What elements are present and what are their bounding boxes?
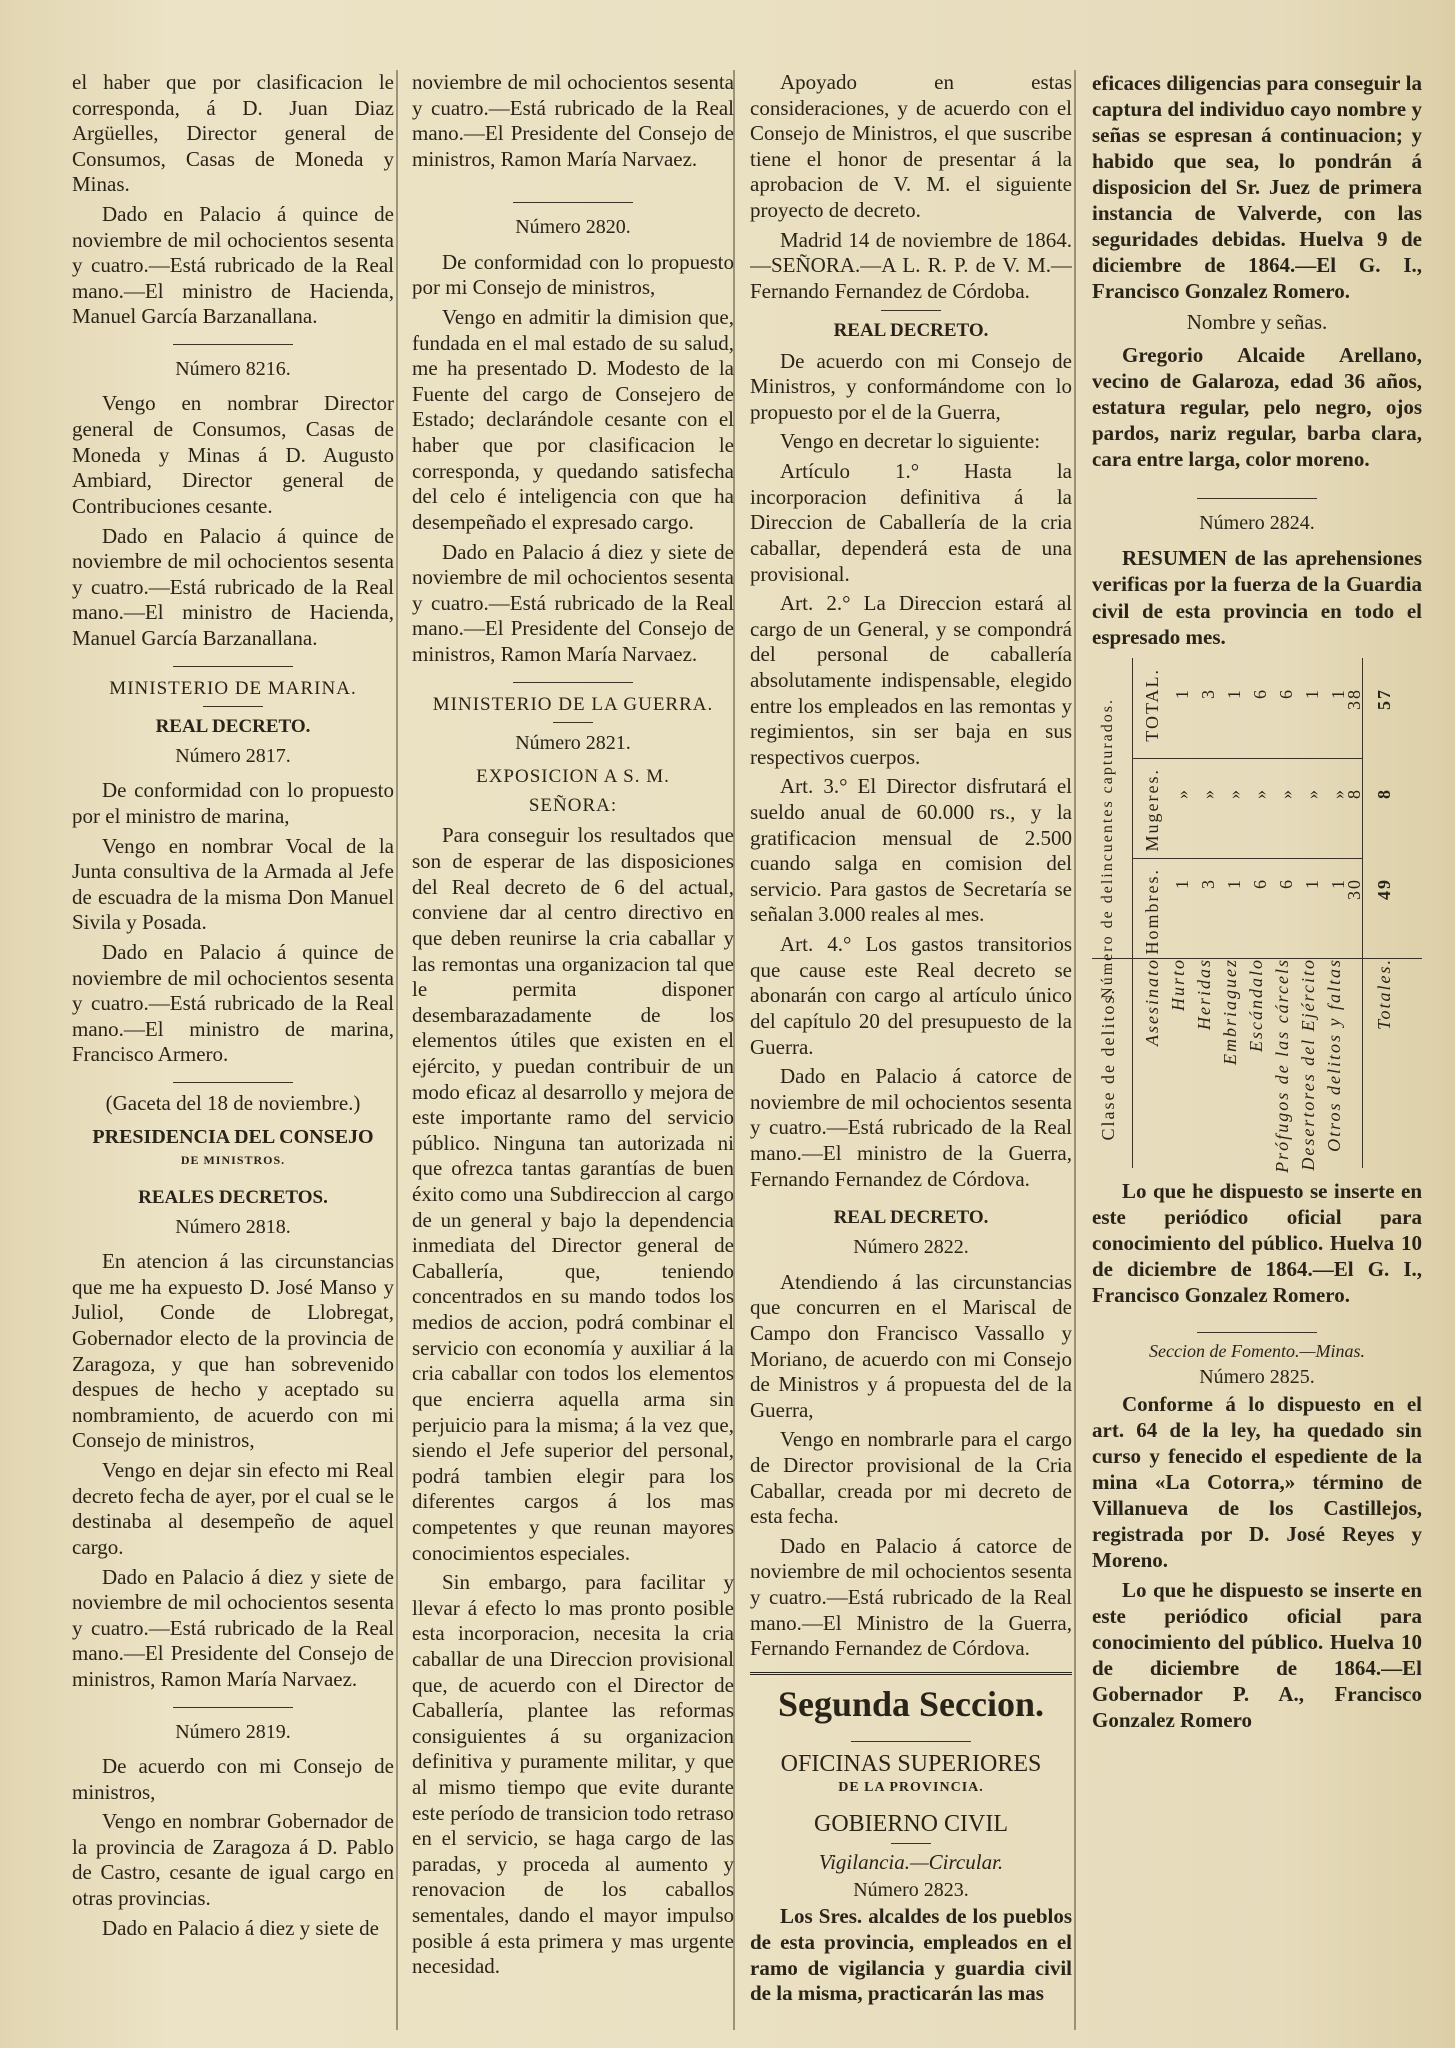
cell-mugeres: »	[1276, 787, 1296, 799]
paragraph: Atendiendo á las circunstancias que concurren en el Mariscal de Campo don Francisco Vassallo y Moriano, de acuerdo con mi Consejo de Ministros y á propuesta del de la Guerra,	[750, 1269, 1072, 1422]
paragraph: Apoyado en estas consideraciones, y de acuerdo con el Consejo de Ministros, el que suscribe tiene el honor de presentar á la aprobacion de V. M. el siguiente proyecto de decreto.	[750, 70, 1072, 223]
paragraph: Para conseguir los resultados que son de esperar de las disposiciones del Real decreto de 6 del actual, conviene dar al centro directivo en que deben reunirse la cria caballar y las remontas una organizacion tal que le permita disponer desembarazadamente de los elementos útiles que existen en el ejército, y puedan contribuir de un modo eficaz al desarrollo y mejora de este importante ramo del servicio público. Ninguna tan autorizada ni que ofrezca tantas garantías de buen éxito como una Subdireccion al cargo de un general y bajo la dependencia inmediata del Director general de Caballería, que, teniendo concentrados en su mando todos los medios de accion, podrá combinar el servicio con economía y auxiliar á la cria caballar con todos los elementos que encierra aquella arma sin perjuicio para la misma; á la vez que, siendo el Jefe superior del personal, podrá tambien elegir para los diferentes cargos á los mas competentes y que reunan mayores conocimientos especiales.	[412, 823, 734, 1565]
paragraph: Sin embargo, para facilitar y llevar á efecto lo mas pronto posible esta incorporacion, necesita la cria caballar de una Direccion provisional que, de acuerdo con el Director de Caballería, plantee las reformas consiguientes á su organizacion definitiva y puramente militar, y que al mismo tiempo que evite durante este período de transicion todo retraso en el servicio, se haga cargo de las paradas, y proceda al aumento y renovacion de los caballos sementales, dando el mayor impulso posible á esta primera y mas urgente necesidad.	[412, 1570, 734, 1979]
cell-total: 1	[1302, 687, 1322, 699]
row-label: Embriaguez	[1220, 957, 1240, 1065]
paragraph: Vengo en nombrar Vocal de la Junta consultiva de la Armada al Jefe de escuadra de la misma Don Manuel Sivila y Posada.	[72, 833, 394, 935]
decree-number: Número 2820.	[515, 216, 631, 239]
total-total: 57	[1374, 687, 1394, 710]
divider	[173, 1707, 293, 1708]
divider	[513, 682, 633, 683]
decree-number: Número 2824.	[1199, 512, 1315, 535]
paragraph: Dado en Palacio á diez y siete de	[102, 1915, 379, 1940]
column-header-hombres: Hombres.	[1142, 867, 1162, 955]
column-2	[412, 70, 734, 2020]
paragraph: RESUMEN de las aprehensiones verificas por la fuerza de la Guardia civil de esta provincia en todo el espresado mes.	[1092, 546, 1422, 649]
paragraph: Madrid 14 de noviembre de 1864.—SEÑORA.—A L. R. P. de V. M.—Fernando Fernandez de Córdoba.	[750, 227, 1072, 303]
cell-total: 38	[1344, 687, 1364, 710]
section-subheading: DE LA PROVINCIA.	[838, 1780, 984, 1796]
paragraph: Lo que he dispuesto se inserte en este periódico oficial para conocimiento del público. Huelva 10 de diciembre de 1864.—El G. I., Francisco Gonzalez Romero.	[1092, 1178, 1422, 1307]
paragraph: Dado en Palacio á catorce de noviembre de mil ochocientos sesenta y cuatro.—Está rubricado de la Real mano.—El Ministro de la Guerra, Fernando Fernandez de Córdova.	[750, 1533, 1072, 1661]
row-header: Clase de delitos.	[1098, 987, 1118, 1141]
column-4	[1092, 70, 1422, 2020]
divider	[1197, 1332, 1317, 1333]
paragraph: el haber que por clasificacion le corresponda, á D. Juan Diaz Argüelles, Director general de Consumos, Casas de Moneda y Minas.	[72, 70, 394, 197]
cell-hombres: 30	[1344, 877, 1364, 900]
cell-mugeres: »	[1198, 787, 1218, 799]
arrests-table	[1092, 658, 1422, 1173]
section-title: Segunda Seccion.	[777, 1683, 1045, 1724]
notice-type: Vigilancia.—Circular.	[818, 1850, 1004, 1875]
table-rule	[1132, 658, 1133, 1168]
section-heading: EXPOSICION A S. M.	[476, 766, 670, 788]
column-3	[750, 70, 1072, 2020]
divider	[173, 666, 293, 667]
section-heading: SEÑORA:	[528, 795, 618, 817]
section-heading: GOBIERNO CIVIL	[814, 1811, 1008, 1838]
cell-hombres: 1	[1224, 877, 1244, 889]
column-rule	[1074, 70, 1076, 2030]
cell-mugeres: »	[1250, 787, 1270, 799]
cell-hombres: 1	[1172, 877, 1192, 889]
paragraph: Dado en Palacio á diez y siete de noviembre de mil ochocientos sesenta y cuatro.—Está rubricado de la Real mano.—El Presidente del Consejo de ministros, Ramon María Narvaez.	[412, 539, 734, 666]
gazette-note: (Gaceta del 18 de noviembre.)	[105, 1091, 361, 1116]
section-heading: OFICINAS SUPERIORES	[780, 1750, 1042, 1777]
group-header: Número de delincuentes capturados.	[1099, 697, 1116, 999]
section-subheading: DE MINISTROS.	[180, 1153, 286, 1168]
paragraph: Dado en Palacio á quince de noviembre de mil ochocientos sesenta y cuatro.—Está rubricado de la Real mano.—El ministro de Hacienda, Manuel García Barzanallana.	[72, 523, 394, 650]
divider	[881, 310, 941, 311]
paragraph: Vengo en nombrar Gobernador de la provincia de Zaragoza á D. Pablo de Castro, cesante de igual cargo en otras provincias.	[72, 1809, 394, 1910]
cell-total: 1	[1224, 687, 1244, 699]
cell-mugeres: »	[1328, 787, 1348, 799]
paragraph: Dado en Palacio á quince de noviembre de mil ochocientos sesenta y cuatro.—Está rubricado de la Real mano.—El ministro de Hacienda, Manuel García Barzanallana.	[72, 202, 394, 329]
cell-total: 1	[1328, 687, 1348, 699]
cell-hombres: 1	[1328, 877, 1348, 889]
section-heading: REALES DECRETOS.	[138, 1186, 328, 1208]
decree-number: Número 2823.	[853, 1878, 969, 1901]
cell-mugeres: »	[1172, 787, 1192, 799]
paragraph: eficaces diligencias para conseguir la captura del individuo cayo nombre y señas se espresan á continuacion; y habido que sea, lo pondrán á disposicion del Sr. Juez de primera instancia de Valverde, con las seguridades debidas. Huelva 9 de diciembre de 1864.—El G. I., Francisco Gonzalez Romero.	[1092, 71, 1422, 304]
paragraph: Artículo 1.° Hasta la incorporacion definitiva á la Direccion de Caballería de la cria caballar, dependerá esta de una provisional.	[750, 459, 1072, 586]
divider	[851, 1741, 971, 1742]
decree-number: Número 2821.	[515, 731, 631, 754]
row-label: Desertores del Ejército	[1298, 957, 1318, 1171]
paragraph: Vengo en nombrar Director general de Consumos, Casas de Moneda y Minas á D. Augusto Ambiard, Director general de Contribuciones cesante.	[72, 391, 394, 518]
decree-number: Número 2822.	[853, 1236, 969, 1259]
cell-total: 6	[1250, 687, 1270, 699]
totals-label: Totales.	[1374, 957, 1394, 1030]
paragraph: Conforme á lo dispuesto en el art. 64 de la ley, ha quedado sin curso y fenecido el espediente de la mina «La Cotorra,» término de Villanueva de los Castillejos, registrada por D. José Reyes y Moreno.	[1092, 1392, 1422, 1573]
section-heading: REAL DECRETO.	[155, 715, 311, 737]
cell-hombres: 6	[1276, 877, 1296, 889]
decree-number: Número 2817.	[175, 744, 291, 767]
cell-total: 6	[1276, 687, 1296, 699]
cell-hombres: 1	[1302, 877, 1322, 889]
paragraph: Vengo en decretar lo siguiente:	[780, 429, 1041, 454]
cell-mugeres: »	[1224, 787, 1244, 799]
column-1	[72, 70, 394, 2020]
cell-total: 3	[1198, 687, 1218, 699]
paragraph: Dado en Palacio á quince de noviembre de mil ochocientos sesenta y cuatro.—Está rubricado de la Real mano.—El ministro de marina, Francisco Armero.	[72, 939, 394, 1067]
paragraph: De conformidad con lo propuesto por mi Consejo de ministros,	[412, 249, 734, 300]
paragraph: Art. 2.° La Direccion estará al cargo de un General, y se compondrá del personal de caballería absolutamente indispensable, elegido entre los empleados en las remontas y regimientos, sin ser baja en sus respectivos cuerpos.	[750, 591, 1072, 769]
column-header-total: TOTAL.	[1142, 667, 1162, 742]
paragraph: Dado en Palacio á catorce de noviembre de mil ochocientos sesenta y cuatro.—Está rubricado de la Real mano.—El ministro de la Guerra, Fernando Fernandez de Córdova.	[750, 1064, 1072, 1191]
row-label: Escándalo	[1246, 957, 1266, 1052]
paragraph: De acuerdo con mi Consejo de Ministros, y conformándome con lo propuesto por el de la Guerra,	[750, 348, 1072, 424]
paragraph: Lo que he dispuesto se inserte en este periódico oficial para conocimiento del público. Huelva 10 de diciembre de 1864.—El Gobernador P. A., Francisco Gonzalez Romero	[1092, 1578, 1422, 1733]
paragraph: Dado en Palacio á diez y siete de noviembre de mil ochocientos sesenta y cuatro.—Está rubricado de la Real mano.—El Presidente del Consejo de ministros, Ramon María Narvaez.	[72, 1564, 394, 1691]
double-rule	[750, 1672, 1072, 1675]
decree-number: Número 2819.	[175, 1720, 291, 1743]
paragraph: noviembre de mil ochocientos sesenta y cuatro.—Está rubricado de la Real mano.—El Presidente del Consejo de ministros, Ramon María Narvaez.	[412, 70, 734, 171]
paragraph: De conformidad con lo propuesto por el ministro de marina,	[72, 778, 394, 828]
cell-hombres: 6	[1250, 877, 1270, 889]
cell-mugeres: »	[1302, 787, 1322, 799]
column-rule	[396, 70, 398, 2030]
total-mugeres: 8	[1374, 787, 1394, 799]
divider	[513, 202, 633, 203]
table-rule	[1132, 758, 1362, 759]
decree-number: Número 2825.	[1199, 1365, 1315, 1388]
cell-mugeres: 8	[1344, 787, 1364, 799]
paragraph: Vengo en dejar sin efecto mi Real decreto fecha de ayer, por el cual se le destinaba al desempeño de aquel cargo.	[72, 1458, 394, 1559]
row-label: Prófugos de las cárcels	[1272, 957, 1292, 1173]
paragraph: Art. 3.° El Director disfrutará el sueldo anual de 60.000 rs., y la gratificacion mensual de 2.500 cuando salga en comision del servicio. Para gastos de Secretaría se señalan 3.000 reales al mes.	[750, 774, 1072, 927]
paragraph: De acuerdo con mi Consejo de ministros,	[72, 1753, 394, 1804]
section-heading: REAL DECRETO.	[833, 320, 989, 342]
divider	[891, 1843, 931, 1844]
section-heading: PRESIDENCIA DEL CONSEJO	[92, 1125, 374, 1148]
section-heading: Seccion de Fomento.—Minas.	[1149, 1340, 1365, 1361]
paragraph: Los Sres. alcaldes de los pueblos de esta provincia, empleados en el ramo de vigilancia y guardia civil de la misma, practicarán las mas	[750, 1904, 1072, 2006]
section-heading: REAL DECRETO.	[833, 1207, 989, 1229]
row-label: Hurto	[1168, 957, 1188, 1011]
paragraph: Art. 4.° Los gastos transitorios que cause este Real decreto se abonarán con cargo al artículo único del capítulo 20 del presupuesto de la Guerra.	[750, 932, 1072, 1059]
column-header-mugeres: Mugeres.	[1142, 767, 1162, 852]
cell-hombres: 3	[1198, 877, 1218, 889]
table-rule	[1132, 858, 1362, 859]
subheading: Nombre y señas.	[1186, 310, 1328, 335]
section-heading: MINISTERIO DE LA GUERRA.	[432, 693, 714, 715]
total-hombres: 49	[1374, 877, 1394, 900]
divider	[553, 722, 593, 723]
row-label: Asesinato	[1142, 957, 1162, 1046]
cell-total: 1	[1172, 687, 1192, 699]
divider	[1197, 498, 1317, 499]
row-label: Otros delitos y faltas	[1324, 957, 1344, 1152]
paragraph: Gregorio Alcaide Arellano, vecino de Galaroza, edad 36 años, estatura regular, pelo negro, ojos pardos, nariz regular, barba clara, cara entre larga, color moreno.	[1092, 342, 1422, 472]
divider	[173, 1082, 293, 1083]
divider	[203, 706, 263, 707]
divider	[173, 344, 293, 345]
paragraph: Vengo en admitir la dimision que, fundada en el mal estado de su salud, me ha presentado D. Modesto de la Fuente del cargo de Consejero de Estado; declarándole cesante con el haber que por clasificacion le corresponda, y quedando satisfecha del celo é inteligencia con que ha desempeñado el expresado cargo.	[412, 305, 734, 534]
row-label: Heridas	[1194, 957, 1214, 1030]
paragraph: En atencion á las circunstancias que me ha expuesto D. José Manso y Juliol, Conde de Llobregat, Gobernador electo de la provincia de Zaragoza, y que han sobrevenido despues de hecho y aceptado su nombramiento, de acuerdo con mi Consejo de ministros,	[72, 1249, 394, 1453]
decree-number: Número 2818.	[175, 1215, 291, 1238]
table-rule	[1362, 658, 1363, 1168]
paragraph: Vengo en nombrarle para el cargo de Director provisional de la Cria Caballar, creada por mi decreto de esta fecha.	[750, 1427, 1072, 1529]
section-heading: MINISTERIO DE MARINA.	[109, 677, 357, 699]
decree-number: Número 8216.	[175, 358, 291, 381]
